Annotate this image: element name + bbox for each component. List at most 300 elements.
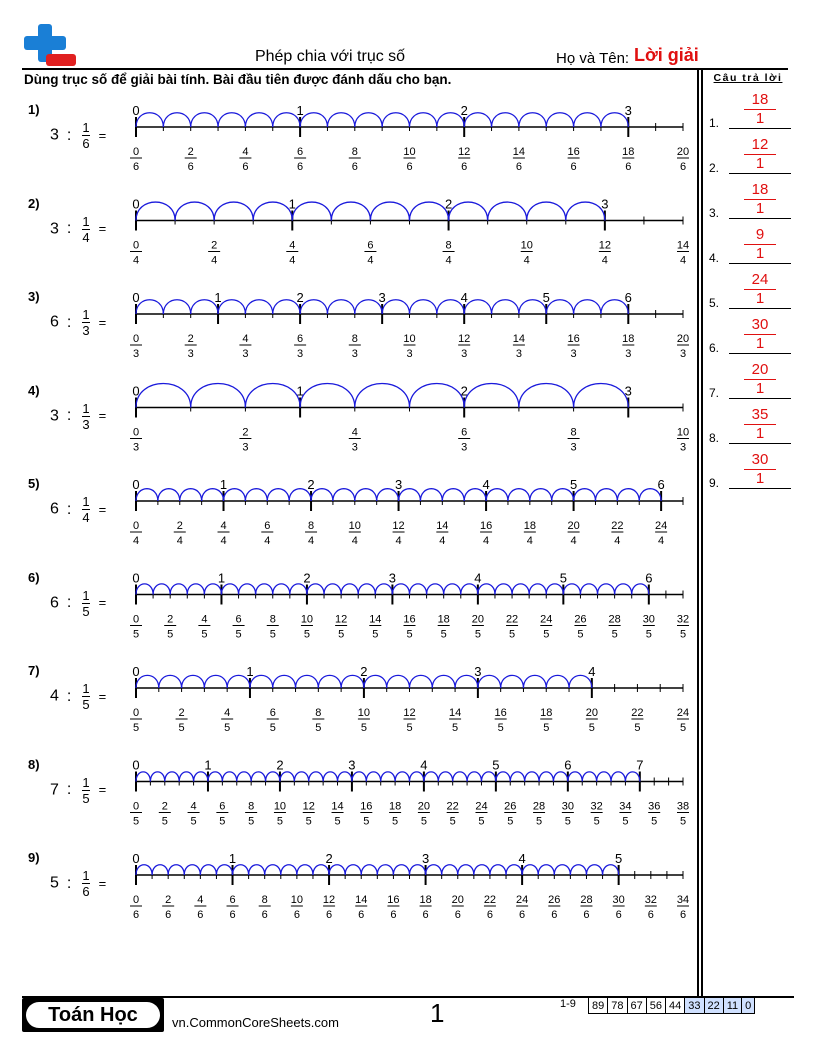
tick-numerator: 24 (475, 800, 488, 813)
answer-number: 7. (709, 386, 720, 400)
hop-arc (539, 772, 553, 782)
hop-arc (136, 489, 158, 501)
dividend: 3 (50, 407, 59, 425)
whole-number-label: 2 (296, 290, 304, 305)
whole-number-label: 0 (132, 477, 140, 492)
whole-number-label: 6 (657, 477, 665, 492)
answer-column-divider (697, 68, 699, 998)
tick-numerator: 12 (392, 520, 405, 532)
tick-denominator: 4 (679, 254, 687, 267)
tick-denominator: 4 (211, 254, 218, 267)
tick-numerator: 12 (302, 800, 315, 813)
whole-number-label: 3 (421, 851, 430, 866)
hop-arc (341, 675, 364, 688)
hop-arc (582, 772, 596, 782)
tick-denominator: 5 (178, 722, 185, 734)
hop-arc (546, 300, 573, 314)
tick-denominator: 5 (305, 815, 312, 828)
division-expression (50, 868, 106, 899)
divisor-fraction (82, 494, 89, 525)
tick-numerator: 38 (676, 800, 690, 813)
tick-numerator: 2 (176, 520, 183, 532)
tick-numerator: 0 (132, 613, 140, 626)
hop-arc (522, 865, 538, 875)
tick-denominator: 5 (363, 815, 370, 828)
hop-arc (218, 300, 245, 314)
tick-numerator: 8 (269, 613, 276, 626)
hop-arc (442, 489, 464, 501)
tick-denominator: 4 (395, 535, 402, 547)
tick-numerator: 16 (403, 613, 416, 626)
tick-numerator: 0 (132, 146, 140, 158)
score-cell: 89 (589, 998, 608, 1014)
tick-numerator: 4 (190, 800, 197, 813)
tick-denominator: 5 (543, 628, 550, 641)
tick-numerator: 32 (590, 800, 603, 813)
hop-arc (512, 584, 529, 595)
hop-arc (311, 489, 333, 501)
hop-arc (313, 865, 329, 875)
hop-arc (554, 865, 570, 875)
hop-arc (200, 865, 216, 875)
tick-numerator: 2 (165, 894, 172, 906)
tick-numerator: 12 (598, 239, 611, 252)
instructions: Dùng trục số để giải bài tính. Bài đầu tiên được đánh dấu cho bạn. (24, 72, 452, 87)
tick-numerator: 16 (387, 894, 400, 906)
tick-denominator: 3 (406, 348, 413, 360)
tick-numerator: 14 (512, 333, 526, 345)
answer-denominator: 1 (755, 470, 765, 487)
tick-numerator: 30 (612, 894, 625, 906)
answer-numerator: 24 (751, 271, 769, 288)
hop-arc (333, 489, 355, 501)
hop-arc (136, 865, 152, 875)
tick-denominator: 6 (625, 161, 632, 173)
tick-numerator: 22 (505, 613, 519, 626)
hop-arc (525, 772, 539, 782)
tick-denominator: 5 (449, 815, 456, 828)
hop-arc (191, 113, 218, 127)
hop-arc (296, 675, 319, 688)
whole-number-label: 3 (388, 570, 397, 586)
answer-line (729, 218, 791, 219)
hop-arc (574, 113, 601, 127)
hop-arc (611, 772, 625, 782)
hop-arc (617, 489, 639, 501)
hop-arc (566, 202, 605, 220)
tick-denominator: 6 (229, 909, 236, 921)
divisor-fraction (82, 307, 89, 338)
hop-arc (136, 202, 175, 220)
hop-arc (158, 489, 180, 501)
dividend: 6 (50, 500, 59, 518)
divide-symbol: : (66, 500, 72, 518)
answer-line (729, 173, 791, 174)
tick-denominator: 5 (440, 628, 447, 641)
hop-arc (218, 113, 245, 127)
hop-arc (204, 584, 221, 595)
tick-numerator: 28 (580, 894, 593, 906)
tick-numerator: 16 (360, 800, 373, 813)
equals-sign: = (98, 595, 107, 611)
tick-numerator: 2 (187, 146, 194, 158)
tick-numerator: 18 (419, 894, 432, 906)
hop-arc (256, 584, 273, 595)
whole-number-label: 0 (132, 570, 140, 586)
tick-numerator: 8 (570, 426, 577, 439)
divide-symbol: : (66, 781, 72, 799)
hop-arc (464, 384, 519, 408)
answer-number: 5. (709, 296, 720, 310)
whole-number-label: 6 (645, 570, 653, 586)
tick-denominator: 5 (679, 815, 687, 828)
divisor-denominator: 4 (82, 510, 90, 525)
divisor-fraction (82, 214, 89, 245)
answer-numerator: 30 (751, 451, 769, 468)
whole-number-label: 2 (460, 383, 468, 399)
divisor-denominator: 3 (82, 323, 90, 338)
hop-arc (492, 300, 519, 314)
hop-arc (179, 772, 193, 782)
equals-sign: = (98, 875, 107, 891)
divide-symbol: : (66, 220, 72, 238)
hop-arc (410, 675, 433, 688)
tick-denominator: 5 (334, 815, 341, 828)
tick-numerator: 18 (622, 146, 635, 158)
hop-arc (227, 675, 250, 688)
tick-numerator: 6 (461, 426, 468, 439)
whole-number-label: 5 (542, 290, 550, 305)
score-cell: 22 (704, 998, 723, 1014)
tick-numerator: 14 (331, 800, 344, 813)
tick-denominator: 4 (570, 535, 577, 547)
divisor-numerator: 1 (82, 400, 90, 416)
equals-sign: = (98, 221, 107, 237)
tick-denominator: 5 (564, 815, 571, 828)
dividend: 5 (50, 874, 59, 892)
division-expression (50, 214, 106, 245)
tick-denominator: 5 (588, 722, 595, 734)
division-expression (50, 120, 106, 151)
tick-numerator: 6 (269, 707, 276, 719)
answer-fraction (740, 452, 780, 487)
tick-denominator: 5 (269, 722, 276, 734)
tick-numerator: 0 (132, 426, 140, 439)
hop-arc (251, 772, 265, 782)
hop-arc (202, 489, 224, 501)
equals-sign: = (98, 314, 107, 330)
tick-denominator: 6 (454, 909, 461, 921)
answer-fraction (740, 227, 780, 262)
problem-number: 8) (28, 756, 40, 772)
tick-numerator: 8 (445, 239, 452, 252)
tick-numerator: 6 (219, 800, 226, 813)
tick-numerator: 24 (654, 520, 668, 532)
tick-denominator: 3 (625, 348, 632, 360)
hop-arc (250, 675, 273, 688)
answer-line (729, 488, 791, 489)
hop-arc (289, 489, 311, 501)
tick-denominator: 5 (190, 815, 197, 828)
hop-arc (424, 772, 438, 782)
hop-arc (570, 865, 586, 875)
score-cell: 11 (723, 998, 741, 1014)
tick-numerator: 0 (132, 800, 140, 813)
divisor-fraction (82, 401, 89, 432)
hop-arc (574, 489, 596, 501)
problem-number: 7) (28, 663, 40, 678)
divide-symbol: : (66, 874, 72, 892)
divisor-numerator: 1 (82, 120, 90, 135)
hop-arc (309, 772, 323, 782)
division-expression (50, 588, 106, 619)
hop-arc (175, 202, 214, 220)
hop-arc (427, 584, 444, 595)
tick-numerator: 26 (574, 613, 587, 626)
answer-numerator: 18 (751, 91, 769, 108)
hop-arc (461, 584, 478, 595)
hop-arc (208, 772, 222, 782)
tick-denominator: 4 (264, 535, 271, 547)
hop-arc (331, 202, 370, 220)
hop-arc (324, 584, 341, 595)
tick-numerator: 4 (224, 707, 231, 719)
tick-numerator: 0 (132, 520, 140, 532)
hop-arc (625, 772, 639, 782)
whole-number-label: 2 (444, 196, 453, 212)
hop-arc (598, 584, 615, 595)
whole-number-label: 4 (460, 290, 468, 305)
tick-numerator: 10 (273, 800, 287, 813)
tick-numerator: 8 (351, 146, 358, 158)
tick-denominator: 5 (406, 722, 413, 734)
answer-denominator: 1 (755, 245, 765, 262)
answer-numerator: 12 (751, 136, 769, 153)
hop-arc (432, 675, 455, 688)
whole-number-label: 4 (482, 477, 490, 492)
tick-denominator: 5 (593, 815, 600, 828)
whole-number-label: 3 (394, 477, 403, 492)
hop-arc (410, 584, 427, 595)
tick-denominator: 5 (132, 815, 140, 828)
tick-numerator: 8 (307, 520, 315, 532)
tick-denominator: 6 (358, 909, 365, 921)
hop-arc (438, 772, 452, 782)
site-url: vn.CommonCoreSheets.com (172, 1015, 339, 1030)
hop-arc (495, 584, 512, 595)
tick-numerator: 24 (540, 613, 553, 626)
tick-denominator: 5 (167, 628, 174, 641)
tick-denominator: 3 (351, 441, 358, 454)
problem-number: 6) (28, 569, 40, 585)
tick-numerator: 2 (167, 613, 174, 626)
answer-denominator: 1 (755, 110, 765, 127)
hop-arc (546, 675, 569, 688)
hop-arc (464, 113, 491, 127)
tick-denominator: 5 (360, 722, 367, 734)
equals-sign: = (98, 688, 107, 704)
tick-numerator: 0 (132, 239, 140, 252)
whole-number-label: 5 (615, 851, 623, 866)
whole-number-label: 4 (420, 757, 428, 773)
tick-denominator: 4 (220, 535, 227, 547)
tick-denominator: 4 (351, 535, 358, 547)
divisor-denominator: 5 (82, 603, 90, 619)
tick-numerator: 16 (567, 146, 580, 158)
hop-arc (355, 489, 377, 501)
hop-arc (393, 865, 409, 875)
tick-denominator: 6 (132, 909, 140, 921)
whole-number-label: 6 (624, 290, 632, 305)
problem-number: 5) (28, 476, 40, 491)
whole-number-label: 2 (276, 757, 284, 773)
tick-denominator: 5 (276, 815, 284, 828)
hop-arc (273, 113, 300, 127)
tick-numerator: 26 (548, 894, 561, 906)
tick-numerator: 28 (608, 613, 621, 626)
tick-denominator: 5 (497, 722, 504, 734)
tick-denominator: 4 (176, 535, 183, 547)
divisor-denominator: 4 (82, 229, 90, 245)
score-table (588, 997, 755, 1014)
hop-arc (345, 865, 361, 875)
tick-numerator: 8 (261, 894, 268, 906)
hop-arc (329, 865, 345, 875)
tick-numerator: 10 (676, 426, 690, 439)
tick-denominator: 5 (372, 628, 379, 641)
hop-arc (170, 584, 187, 595)
tick-denominator: 5 (478, 815, 485, 828)
hop-arc (281, 865, 297, 875)
tick-numerator: 8 (351, 333, 358, 345)
equals-sign: = (98, 408, 107, 424)
hop-arc (239, 584, 256, 595)
hop-arc (245, 113, 272, 127)
tick-denominator: 4 (289, 254, 296, 267)
hop-arc (280, 772, 294, 782)
answer-numerator: 35 (751, 406, 769, 423)
tick-numerator: 34 (676, 894, 690, 906)
tick-denominator: 4 (132, 254, 140, 267)
hop-arc (136, 300, 163, 314)
tick-numerator: 8 (315, 707, 322, 719)
hop-arc (478, 584, 495, 595)
hop-arc (191, 384, 246, 408)
tick-numerator: 20 (417, 800, 431, 813)
divisor-fraction (82, 775, 89, 806)
hop-arc (159, 675, 182, 688)
tick-denominator: 4 (523, 254, 530, 267)
divisor-fraction (82, 120, 89, 151)
hop-arc (381, 772, 395, 782)
answer-numerator: 9 (755, 226, 765, 243)
whole-number-label: 4 (588, 664, 596, 679)
hop-arc (150, 772, 164, 782)
tick-numerator: 4 (289, 239, 296, 252)
whole-number-label: 5 (492, 757, 500, 773)
tick-denominator: 4 (367, 254, 374, 267)
score-cell: 67 (627, 998, 646, 1014)
tick-denominator: 5 (507, 815, 514, 828)
hop-arc (410, 300, 437, 314)
hop-arc (318, 675, 341, 688)
divisor-numerator: 1 (82, 587, 90, 603)
hop-arc (327, 113, 354, 127)
division-expression (50, 307, 106, 338)
tick-numerator: 10 (300, 613, 314, 626)
hop-arc (187, 584, 204, 595)
tick-numerator: 22 (631, 707, 644, 719)
tick-denominator: 3 (297, 348, 304, 360)
tick-denominator: 4 (601, 254, 608, 267)
tick-denominator: 6 (679, 909, 687, 921)
hop-arc (474, 865, 490, 875)
whole-number-label: 0 (132, 851, 140, 866)
hop-arc (300, 300, 327, 314)
answer-line (729, 443, 791, 444)
tick-numerator: 4 (220, 520, 227, 532)
tick-denominator: 5 (235, 628, 242, 641)
whole-number-label: 4 (474, 570, 482, 586)
tick-denominator: 4 (526, 535, 533, 547)
tick-denominator: 6 (615, 909, 622, 921)
hop-arc (245, 489, 267, 501)
score-cell: 33 (685, 998, 704, 1014)
whole-number-label: 4 (518, 851, 526, 866)
tick-denominator: 3 (515, 348, 522, 360)
answer-line (729, 398, 791, 399)
tick-denominator: 6 (351, 161, 358, 173)
tick-numerator: 8 (248, 800, 255, 813)
tick-denominator: 6 (486, 909, 494, 921)
answer-header: Câu trả lời (713, 72, 783, 84)
divisor-numerator: 1 (82, 494, 90, 509)
problem-number: 4) (28, 382, 40, 398)
whole-number-label: 1 (204, 757, 212, 773)
whole-number-label: 3 (378, 290, 386, 305)
hop-arc (538, 865, 554, 875)
whole-number-label: 0 (132, 290, 140, 305)
hop-arc (300, 384, 355, 408)
score-cell: 0 (742, 998, 755, 1014)
tick-numerator: 4 (242, 333, 249, 345)
tick-denominator: 5 (679, 628, 687, 641)
tick-denominator: 6 (261, 909, 268, 921)
tick-numerator: 2 (178, 707, 185, 719)
tick-denominator: 6 (242, 161, 249, 173)
hop-arc (519, 113, 546, 127)
tick-numerator: 16 (567, 333, 580, 345)
hop-arc (297, 865, 313, 875)
tick-numerator: 26 (504, 800, 517, 813)
divisor-numerator: 1 (82, 868, 90, 883)
hop-arc (458, 865, 474, 875)
hop-arc (464, 489, 486, 501)
tick-numerator: 4 (242, 146, 249, 158)
answer-fraction (740, 137, 780, 172)
hop-arc (595, 489, 617, 501)
hop-arc (437, 113, 464, 127)
tick-numerator: 20 (471, 613, 484, 626)
tick-denominator: 5 (535, 815, 543, 828)
hop-arc (290, 584, 307, 595)
hop-arc (152, 865, 168, 875)
tick-denominator: 3 (242, 348, 249, 360)
hop-arc (265, 865, 281, 875)
whole-number-label: 0 (132, 383, 140, 399)
tick-numerator: 6 (235, 613, 242, 626)
answer-number: 8. (709, 431, 720, 445)
